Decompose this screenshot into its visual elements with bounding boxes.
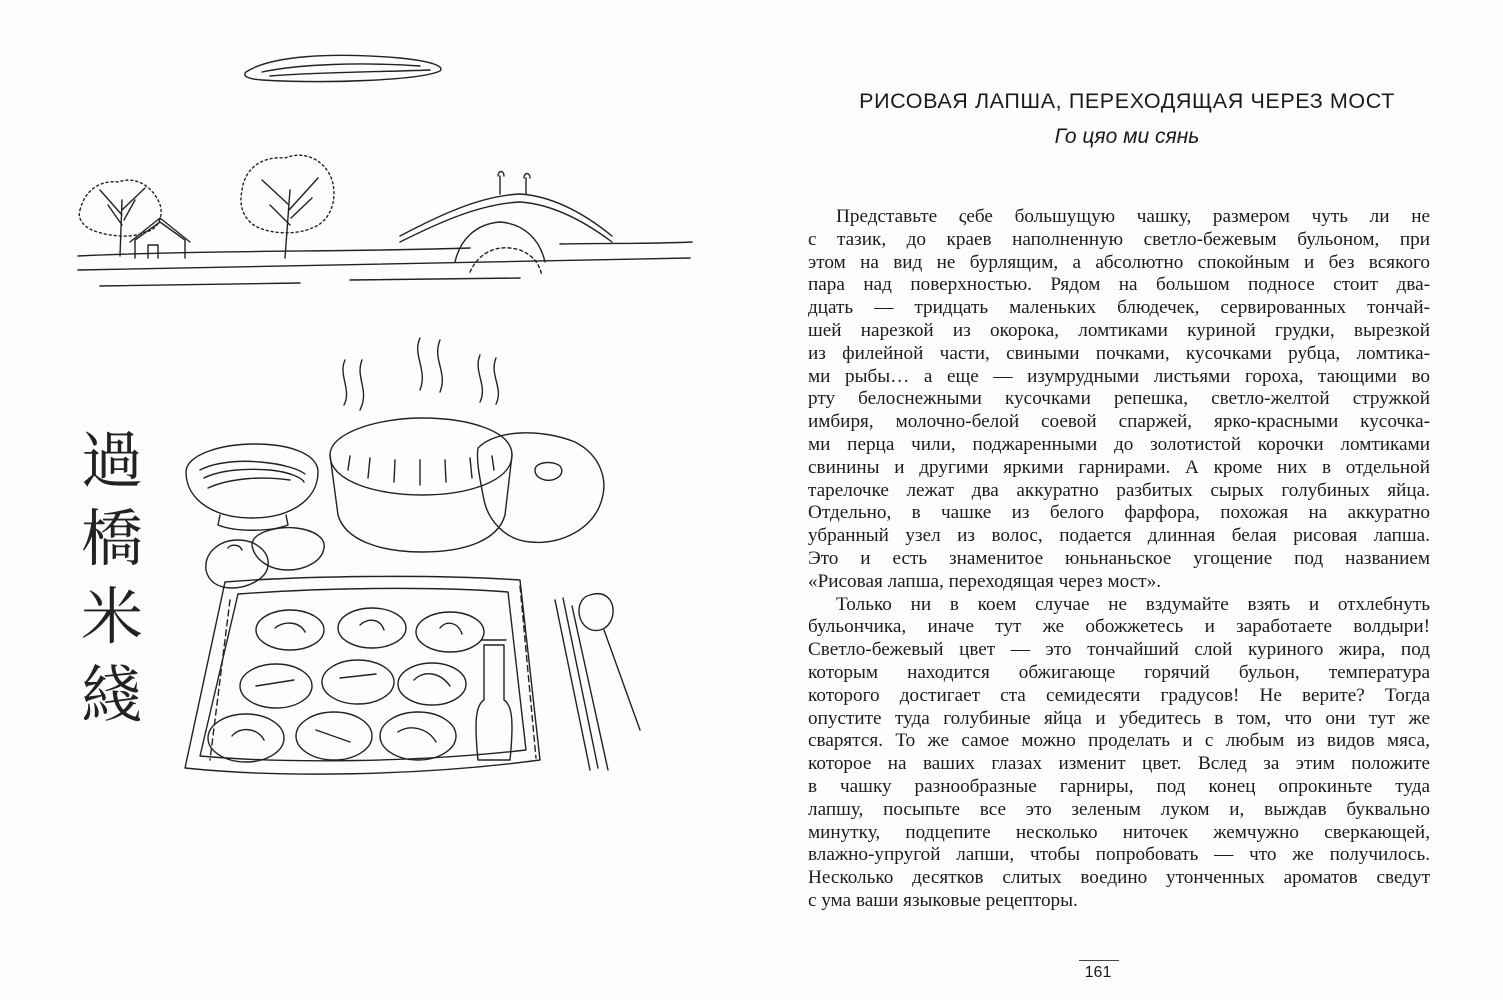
- meal-set-drawing: [185, 338, 640, 774]
- text-line: дцать — тридцать маленьких блюдечек, сервированных тончай-: [808, 297, 1430, 319]
- body-text: [808, 206, 1430, 913]
- text-line: Это и есть знаменитое юньнаньское угощение под названием: [808, 547, 1430, 569]
- text-line: с ума ваши языковые рецепторы.: [808, 889, 1078, 911]
- text-line: пара над поверхностью. Рядом на большом подносе стоит два-: [808, 274, 1430, 296]
- landscape-drawing: [78, 155, 692, 286]
- text-line: этом на вид не бурлящим, а абсолютно спокойным и без всякого: [808, 251, 1430, 273]
- text-line: бульончика, иначе тут же обожжетесь и заработаете волдыри!: [808, 616, 1430, 638]
- text-line: ми перца чили, поджаренными до золотистой корочки ломтиками: [808, 433, 1430, 455]
- text-line: с тазик, до краев наполненную светло-бежевым бульоном, при: [808, 228, 1430, 250]
- text-line: которым находится обжигающе горячий бульон, температура: [808, 661, 1430, 683]
- text-line: Несколько десятков слитых воедино утонченных ароматов сведут: [808, 867, 1430, 889]
- text-line: в чашку разнообразные гарниры, под конец опрокиньте туда: [808, 775, 1430, 797]
- text-line: Отдельно, в чашке из белого фарфора, похожая на аккуратно: [808, 502, 1430, 524]
- text-line: влажно-упругой лапши, чтобы попробовать — что же получилось.: [808, 844, 1430, 866]
- chapter-title: РИСОВАЯ ЛАПША, ПЕРЕХОДЯЩАЯ ЧЕРЕЗ МОСТ: [859, 89, 1395, 113]
- hanzi-char: 橋: [80, 502, 144, 575]
- text-line: которое на ваших глазах изменит цвет. Вслед за этим положите: [808, 753, 1430, 775]
- cloud-drawing: [245, 55, 441, 81]
- hanzi-char: 綫: [80, 658, 144, 731]
- text-line: минутку, подцепите несколько ниточек жемчужно сверкающей,: [808, 821, 1430, 843]
- text-line: лапшу, посыпьте все это зеленым луком и, выждав буквально: [808, 798, 1430, 820]
- text-line: имбиря, молочно-белой соевой спаржей, ярко-красными кусочка-: [808, 411, 1430, 433]
- hanzi-char: 過: [80, 424, 144, 497]
- page-number: 161: [1084, 964, 1112, 981]
- text-line: рту белоснежными кусочками репешка, светло-желтой стружкой: [808, 388, 1430, 410]
- text-line: сварятся. То же самое можно проделать и с любым из видов мяса,: [808, 730, 1430, 752]
- text-line: убранный узел из волос, подается длинная белая рисовая лапша.: [808, 525, 1430, 547]
- hanzi-vertical-title: [81, 424, 143, 731]
- right-page: [752, 0, 1503, 1000]
- text-line: из филейной части, свиными почками, кусочками рубца, ломтика-: [808, 342, 1430, 364]
- text-line: свинины и другими яркими гарнирами. А кроме них в отдельной: [808, 456, 1430, 478]
- text-line: которого достигает ста семидесяти градусов! Не верите? Тогда: [808, 684, 1430, 706]
- text-line: Только ни в коем случае не вздумайте взять и отхлебнуть: [836, 593, 1430, 615]
- text-line: Представьте ςебе большущую чашку, размером чуть ли не: [836, 206, 1430, 227]
- page-number-rule: [1079, 960, 1119, 961]
- text-line: ми рыбы… а еще — изумрудными листьями гороха, тающими во: [808, 365, 1430, 387]
- hanzi-char: 米: [80, 580, 144, 653]
- text-line: тарелочке лежат два аккуратно разбитых сырых голубиных яйца.: [808, 479, 1430, 501]
- text-line: Светло-бежевый цвет — это тончайший слой куриного жира, под: [808, 639, 1430, 661]
- text-line: опустите туда голубиные яйца и убедитесь в том, что они тут же: [808, 707, 1430, 729]
- text-line: шей нарезкой из окорока, ломтиками куриной грудки, вырезкой: [808, 319, 1430, 341]
- text-line: «Рисовая лапша, переходящая через мост».: [808, 570, 1162, 592]
- chapter-subtitle: Го цяо ми сянь: [1054, 125, 1200, 148]
